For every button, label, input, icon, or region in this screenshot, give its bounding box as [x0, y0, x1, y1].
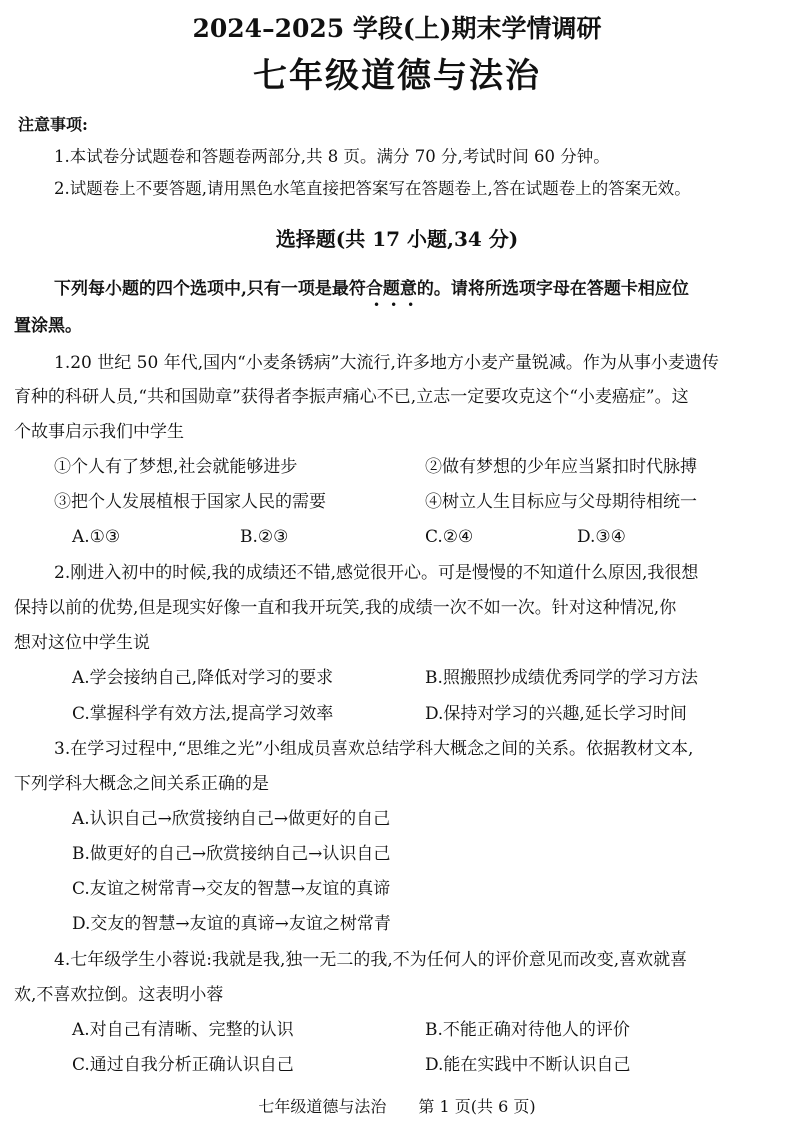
emphasis-dots: ••• [373, 298, 425, 312]
question-2-stem-line1: 2.刚进入初中的时候,我的成绩还不错,感觉很开心。可是慢慢的不知道什么原因,我很想 [54, 563, 699, 583]
section-title: 选择题(共 17 小题,34 分) [275, 227, 519, 251]
question-1-option-a: A.①③ [72, 527, 121, 547]
question-4-stem-line2: 欢,不喜欢拉倒。这表明小蓉 [14, 985, 224, 1005]
question-1-stem-line2: 育种的科研人员,“共和国勋章”获得者李振声痛心不已,立志一定要攻克这个“小麦癌症”。这 [14, 387, 689, 407]
question-4-stem-line1: 4.七年级学生小蓉说:我就是我,独一无二的我,不为任何人的评价意见而改变,喜欢就喜 [54, 950, 688, 970]
notice-item-1: 1.本试卷分试题卷和答题卷两部分,共 8 页。满分 70 分,考试时间 60 分钟。 [54, 147, 610, 166]
question-1-option-c: C.②④ [425, 527, 474, 547]
question-1-statement-2: ②做有梦想的少年应当紧扣时代脉搏 [425, 457, 697, 477]
page-footer: 七年级道德与法治 第 1 页(共 6 页) [258, 1097, 536, 1116]
question-1-option-b: B.②③ [240, 527, 289, 547]
question-3-option-d: D.交友的智慧→友谊的真谛→友谊之树常青 [72, 914, 391, 934]
question-3-option-a: A.认识自己→欣赏接纳自己→做更好的自己 [72, 809, 391, 829]
page-title: 七年级道德与法治 [253, 56, 541, 96]
question-3-option-c: C.友谊之树常青→交友的智慧→友谊的真谛 [72, 879, 391, 899]
question-1-statement-3: ③把个人发展植根于国家人民的需要 [54, 492, 326, 512]
notice-heading: 注意事项: [18, 115, 88, 134]
term-title: 2024–2025 学段(上)期末学情调研 [192, 14, 602, 43]
question-1-stem-line1: 1.20 世纪 50 年代,国内“小麦条锈病”大流行,许多地方小麦产量锐减。作为从事小麦遗传 [54, 353, 719, 373]
section-instruction-line2: 置涂黑。 [14, 316, 82, 336]
question-2-stem-line3: 想对这位中学生说 [14, 633, 150, 653]
question-1-statement-1: ①个人有了梦想,社会就能够进步 [54, 457, 298, 477]
question-1-option-d: D.③④ [577, 527, 626, 547]
question-2-option-a: A.学会接纳自己,降低对学习的要求 [72, 668, 334, 688]
question-2-option-d: D.保持对学习的兴趣,延长学习时间 [425, 704, 687, 724]
question-1-stem-line3: 个故事启示我们中学生 [14, 422, 184, 442]
question-3-stem-line1: 3.在学习过程中,“思维之光”小组成员喜欢总结学科大概念之间的关系。依据教材文本, [54, 739, 694, 759]
question-4-option-c: C.通过自我分析正确认识自己 [72, 1055, 294, 1075]
question-4-option-d: D.能在实践中不断认识自己 [425, 1055, 631, 1075]
question-3-stem-line2: 下列学科大概念之间关系正确的是 [14, 774, 269, 794]
section-instruction-line1: 下列每小题的四个选项中,只有一项是最符合题意的。请将所选项字母在答题卡相应位 [54, 279, 689, 299]
question-2-stem-line2: 保持以前的优势,但是现实好像一直和我开玩笑,我的成绩一次不如一次。针对这种情况,你 [14, 598, 677, 618]
notice-item-2: 2.试题卷上不要答题,请用黑色水笔直接把答案写在答题卷上,答在试题卷上的答案无效。 [54, 179, 691, 198]
question-4-option-b: B.不能正确对待他人的评价 [425, 1020, 630, 1040]
question-4-option-a: A.对自己有清晰、完整的认识 [72, 1020, 294, 1040]
question-2-option-c: C.掌握科学有效方法,提高学习效率 [72, 704, 334, 724]
question-3-option-b: B.做更好的自己→欣赏接纳自己→认识自己 [72, 844, 391, 864]
question-2-option-b: B.照搬照抄成绩优秀同学的学习方法 [425, 668, 698, 688]
question-1-statement-4: ④树立人生目标应与父母期待相统一 [425, 492, 697, 512]
